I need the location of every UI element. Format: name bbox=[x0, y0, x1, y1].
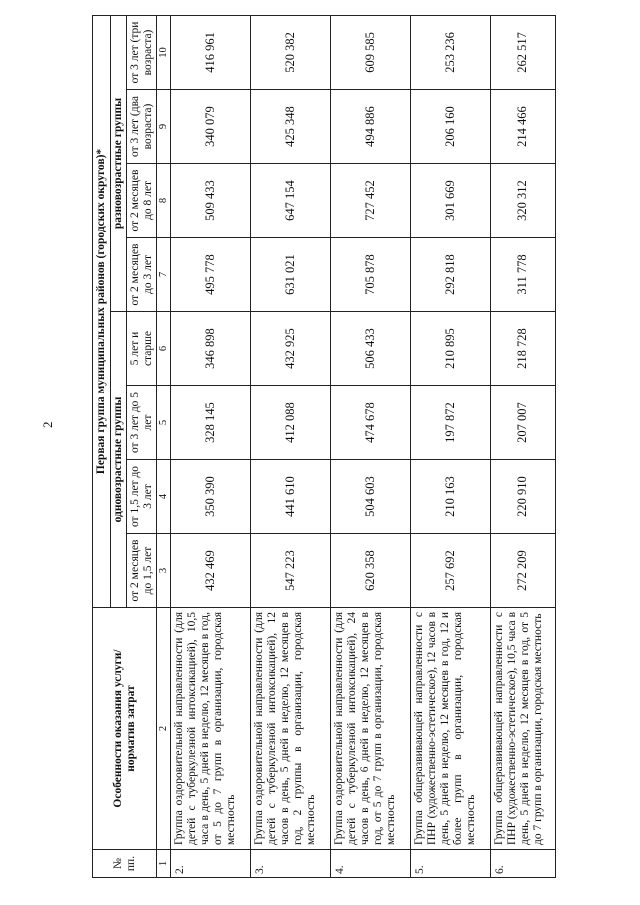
column-header: от 2 месяцев до 8 лет bbox=[127, 164, 157, 238]
row-description: Группа оздоровительной направленности (для детей с туберкулезной интоксикацией), 10,5 часа в день, 5 дней в неделю, 12 месяцев в год, от 5 до 7 групп в организации, городская местность bbox=[171, 608, 251, 850]
index-cell: 7 bbox=[157, 238, 171, 312]
value-cell: 631 021 bbox=[250, 238, 330, 312]
header-group-title: Первая группа муниципальных районов (городских округов)* bbox=[93, 15, 111, 607]
row-number: 5. bbox=[410, 850, 490, 878]
value-cell: 620 358 bbox=[330, 534, 410, 608]
page-number: 2 bbox=[40, 421, 55, 428]
row-number: 6. bbox=[490, 850, 555, 878]
index-cell: 6 bbox=[157, 312, 171, 386]
value-cell: 432 925 bbox=[250, 312, 330, 386]
header-feature: Особенности оказания услуги/ норматив затрат bbox=[93, 608, 157, 850]
value-cell: 210 895 bbox=[410, 312, 490, 386]
value-cell: 495 778 bbox=[171, 238, 251, 312]
value-cell: 218 728 bbox=[490, 312, 555, 386]
column-header: от 3 лет (три возраста) bbox=[127, 15, 157, 89]
value-cell: 350 390 bbox=[171, 460, 251, 534]
value-cell: 416 961 bbox=[171, 15, 251, 89]
value-cell: 441 610 bbox=[250, 460, 330, 534]
value-cell: 220 910 bbox=[490, 460, 555, 534]
table-row bbox=[250, 15, 330, 877]
row-number: 2. bbox=[171, 850, 251, 878]
column-header: от 3 лет до 5 лет bbox=[127, 386, 157, 460]
row-description: Группа оздоровительной направленности (для детей с туберкулезной интоксикацией), 12 часов в день, 5 дней в неделю, 12 месяцев в год, 2 группы в организации, городская местность bbox=[250, 608, 330, 850]
column-header: от 3 лет (два возраста) bbox=[127, 90, 157, 164]
value-cell: 210 163 bbox=[410, 460, 490, 534]
value-cell: 520 382 bbox=[250, 15, 330, 89]
value-cell: 340 079 bbox=[171, 90, 251, 164]
value-cell: 609 585 bbox=[330, 15, 410, 89]
value-cell: 432 469 bbox=[171, 534, 251, 608]
value-cell: 301 669 bbox=[410, 164, 490, 238]
value-cell: 311 778 bbox=[490, 238, 555, 312]
value-cell: 705 878 bbox=[330, 238, 410, 312]
table-row bbox=[330, 15, 410, 877]
row-description: Группа оздоровительной направленности (для детей с туберкулезной интоксикацией), 24 часов в день, 6 дней в неделю, 12 месяцев в год, от 5 до 7 групп в организации, городская местность bbox=[330, 608, 410, 850]
row-number: 3. bbox=[250, 850, 330, 878]
index-cell: 5 bbox=[157, 386, 171, 460]
value-cell: 328 145 bbox=[171, 386, 251, 460]
index-cell: 9 bbox=[157, 90, 171, 164]
index-cell: 3 bbox=[157, 534, 171, 608]
value-cell: 257 692 bbox=[410, 534, 490, 608]
value-cell: 547 223 bbox=[250, 534, 330, 608]
table-row bbox=[490, 15, 555, 877]
value-cell: 412 088 bbox=[250, 386, 330, 460]
value-cell: 292 818 bbox=[410, 238, 490, 312]
index-cell: 2 bbox=[157, 608, 171, 850]
value-cell: 207 007 bbox=[490, 386, 555, 460]
value-cell: 506 433 bbox=[330, 312, 410, 386]
value-cell: 346 898 bbox=[171, 312, 251, 386]
value-cell: 494 886 bbox=[330, 90, 410, 164]
value-cell: 272 209 bbox=[490, 534, 555, 608]
header-num: № пп. bbox=[93, 850, 157, 878]
value-cell: 253 236 bbox=[410, 15, 490, 89]
value-cell: 197 872 bbox=[410, 386, 490, 460]
value-cell: 727 452 bbox=[330, 164, 410, 238]
column-header: от 2 месяцев до 3 лет bbox=[127, 238, 157, 312]
header-same-age: одновозрастные группы bbox=[111, 312, 127, 608]
index-cell: 1 bbox=[157, 850, 171, 878]
value-cell: 509 433 bbox=[171, 164, 251, 238]
index-cell: 8 bbox=[157, 164, 171, 238]
index-cell: 4 bbox=[157, 460, 171, 534]
value-cell: 262 517 bbox=[490, 15, 555, 89]
column-header: от 2 месяцев до 1,5 лет bbox=[127, 534, 157, 608]
header-mixed-age: разновозрастные группы bbox=[111, 15, 127, 311]
value-cell: 474 678 bbox=[330, 386, 410, 460]
column-header: 5 лет и старше bbox=[127, 312, 157, 386]
value-cell: 425 348 bbox=[250, 90, 330, 164]
row-description: Группа общеразвивающей направленности с ПНР (художественно-эстетическое), 10,5 часа в день, 5 дней в неделю, 12 месяцев в год, от 5 до 7 групп в организации, городская местность bbox=[490, 608, 555, 850]
table-row bbox=[171, 15, 251, 877]
cost-norms-table bbox=[92, 15, 556, 878]
row-description: Группа общеразвивающей направленности с ПНР (художественно-эстетическое), 12 часов в день, 5 дней в неделю, 12 месяцев в год, 12 и более групп в организации, городская местность bbox=[410, 608, 490, 850]
table-row bbox=[410, 15, 490, 877]
row-number: 4. bbox=[330, 850, 410, 878]
value-cell: 206 160 bbox=[410, 90, 490, 164]
value-cell: 647 154 bbox=[250, 164, 330, 238]
rotated-table-container bbox=[92, 16, 556, 878]
value-cell: 214 466 bbox=[490, 90, 555, 164]
index-cell: 10 bbox=[157, 15, 171, 89]
column-header: от 1,5 лет до 3 лет bbox=[127, 460, 157, 534]
value-cell: 320 312 bbox=[490, 164, 555, 238]
value-cell: 504 603 bbox=[330, 460, 410, 534]
